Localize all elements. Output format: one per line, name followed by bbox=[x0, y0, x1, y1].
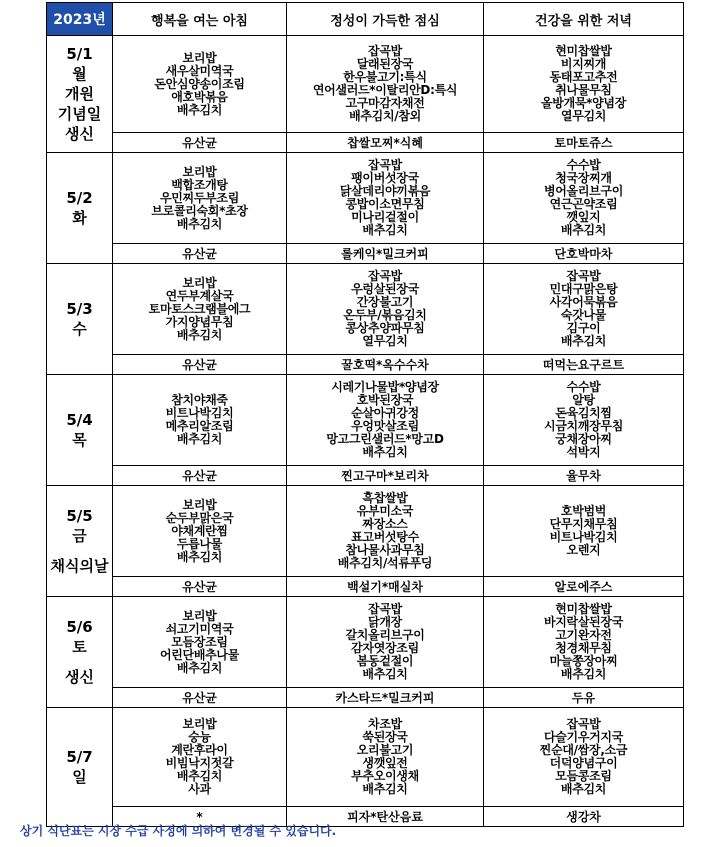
snack-row bbox=[47, 688, 684, 708]
menu-item: 가지양념무침 bbox=[165, 314, 234, 329]
menu-item: 숭늉 bbox=[188, 730, 211, 744]
breakfast-snack: 유산균 bbox=[113, 688, 287, 708]
menu-item: 다슬기우거지국 bbox=[543, 730, 624, 744]
menu-item: 고기완자전 bbox=[555, 628, 612, 642]
menu-item: 사각어묵볶음 bbox=[549, 295, 618, 309]
snack-row bbox=[47, 133, 684, 153]
lunch-snack: 꿀호떡*옥수수차 bbox=[287, 355, 484, 375]
day-label bbox=[47, 36, 113, 153]
menu-item: 비지찌개 bbox=[560, 57, 607, 71]
menu-item: 비빔낙지젓갈 bbox=[165, 756, 234, 770]
day-label bbox=[47, 708, 113, 827]
menu-item: 배추김치 bbox=[560, 334, 607, 348]
menu-item: 현미찹쌀밥 bbox=[555, 602, 612, 616]
day-label-line: 채식의날 bbox=[50, 557, 109, 575]
menu-item: 민대구맑은탕 bbox=[549, 282, 618, 296]
day-label-line: 금 bbox=[72, 527, 87, 545]
menu-item: 보리밥 bbox=[182, 608, 217, 623]
menu-item: 쑥된장국 bbox=[362, 730, 408, 744]
dinner-cell bbox=[484, 708, 684, 807]
menu-item: 석박지 bbox=[566, 445, 601, 459]
day-label-line: 월 bbox=[72, 65, 87, 83]
lunch-snack: 카스타드*밀크커피 bbox=[287, 688, 484, 708]
breakfast-snack: 유산균 bbox=[113, 244, 287, 264]
menu-item: 배추김치 bbox=[560, 782, 607, 796]
menu-item: 토마토스크램블에그 bbox=[148, 301, 251, 316]
day-label-line: 화 bbox=[72, 209, 87, 227]
menu-item: 미나리겉절이 bbox=[351, 210, 419, 224]
menu-item: 생깻잎전 bbox=[362, 756, 408, 770]
menu-item: 오렌지 bbox=[566, 543, 601, 557]
menu-item: 바지락살된장국 bbox=[543, 615, 624, 629]
menu-item: 단무지채무침 bbox=[549, 517, 618, 531]
breakfast-cell bbox=[113, 486, 287, 577]
menu-item: 우렁살된장국 bbox=[351, 282, 419, 296]
menu-item: 비트나박김치 bbox=[165, 406, 234, 420]
day-label bbox=[47, 486, 113, 597]
menu-item: 보리밥 bbox=[182, 164, 217, 179]
day-label-line: 기념일 bbox=[57, 105, 102, 123]
menu-item: 연두부계살국 bbox=[165, 288, 234, 303]
dinner-cell bbox=[484, 153, 684, 244]
day-label-line: 토 bbox=[72, 638, 87, 656]
breakfast-cell bbox=[113, 153, 287, 244]
menu-item: 배추김치 bbox=[176, 102, 223, 117]
menu-item: 배추김치/석류푸딩 bbox=[337, 556, 433, 570]
menu-item: 배추김치 bbox=[176, 432, 223, 446]
table-header-row bbox=[47, 3, 684, 36]
day-menu-row bbox=[47, 36, 684, 133]
menu-item: 백합조개탕 bbox=[171, 177, 228, 192]
menu-item: 시레기나물밥*양념장 bbox=[331, 380, 439, 394]
menu-item: 보리밥 bbox=[182, 50, 217, 65]
day-label-line: 5/4 bbox=[66, 411, 93, 429]
menu-item: 보리밥 bbox=[182, 275, 217, 290]
menu-item: 열무김치 bbox=[560, 109, 607, 123]
lunch-header: 정성이 가득한 점심 bbox=[287, 3, 484, 36]
menu-item: 한우불고기:특식 bbox=[343, 70, 427, 84]
menu-item: 콩상추양파무침 bbox=[345, 321, 425, 335]
lunch-snack: 찐고구마*보리차 bbox=[287, 466, 484, 486]
menu-item: 참나물사과무침 bbox=[345, 543, 425, 557]
dinner-snack: 생강차 bbox=[484, 807, 684, 827]
menu-item: 짜장소스 bbox=[362, 517, 408, 531]
menu-item: 병어올리브구이 bbox=[543, 184, 624, 198]
menu-item: 우민찌두부조림 bbox=[159, 190, 240, 205]
menu-item: 새우살미역국 bbox=[165, 63, 234, 78]
menu-item: 비트나박김치 bbox=[549, 530, 618, 544]
lunch-cell bbox=[287, 486, 484, 577]
weekly-meal-table bbox=[46, 2, 684, 827]
menu-item: 동태포고추전 bbox=[549, 70, 618, 84]
menu-item: 호박된장국 bbox=[356, 393, 414, 407]
day-menu-row bbox=[47, 486, 684, 577]
day-label-line: 수 bbox=[72, 320, 87, 338]
menu-item: 배추김치 bbox=[362, 782, 408, 796]
day-label-line: 목 bbox=[72, 431, 87, 449]
day-menu-row bbox=[47, 597, 684, 688]
day-label-line: 5/6 bbox=[66, 618, 93, 636]
dinner-cell bbox=[484, 375, 684, 466]
dinner-snack: 단호박마차 bbox=[484, 244, 684, 264]
menu-item: 호박범벅 bbox=[560, 504, 607, 518]
menu-item: 애호박볶음 bbox=[171, 89, 228, 104]
menu-item: 유부미소국 bbox=[356, 504, 414, 518]
menu-body bbox=[47, 36, 684, 827]
menu-item: 보리밥 bbox=[182, 717, 217, 731]
dinner-snack: 알로에주스 bbox=[484, 577, 684, 597]
menu-item: 우엉맛살조림 bbox=[351, 419, 419, 433]
menu-item: 잡곡밥 bbox=[368, 44, 402, 58]
menu-item: 배추김치 bbox=[560, 667, 607, 681]
dinner-cell bbox=[484, 486, 684, 577]
menu-item: 숙갓나물 bbox=[560, 308, 607, 322]
day-menu-row bbox=[47, 153, 684, 244]
day-menu-row bbox=[47, 708, 684, 807]
day-label-line: 5/3 bbox=[66, 300, 93, 318]
day-label-line: 5/5 bbox=[66, 507, 93, 525]
menu-item: 간장불고기 bbox=[356, 295, 414, 309]
day-label bbox=[47, 153, 113, 264]
breakfast-snack: 유산균 bbox=[113, 133, 287, 153]
menu-item: 배추김치 bbox=[176, 549, 223, 564]
dinner-snack: 율무차 bbox=[484, 466, 684, 486]
menu-item: 배추김치 bbox=[362, 223, 408, 237]
menu-item: 닭살데리야끼볶음 bbox=[339, 184, 431, 198]
lunch-cell bbox=[287, 708, 484, 807]
day-label-line: 5/2 bbox=[66, 189, 93, 207]
menu-item: 마늘쫑장아찌 bbox=[549, 654, 618, 668]
menu-item: 감자엿장조림 bbox=[351, 641, 419, 655]
breakfast-snack: * bbox=[113, 807, 287, 827]
menu-item: 배추김치 bbox=[362, 445, 408, 459]
lunch-cell bbox=[287, 264, 484, 355]
menu-item: 브로콜리숙회*초장 bbox=[151, 203, 248, 218]
day-label-line: 생신 bbox=[65, 668, 94, 686]
dinner-header: 건강을 위한 저녁 bbox=[484, 3, 684, 36]
menu-item: 고구마감자채전 bbox=[345, 96, 425, 110]
menu-item: 배추김치 bbox=[560, 223, 607, 237]
menu-item: 순살아귀강정 bbox=[351, 406, 419, 420]
menu-item: 더덕양념구이 bbox=[549, 756, 618, 770]
day-label-line: 일 bbox=[72, 768, 87, 786]
menu-item: 연근곤약조림 bbox=[549, 197, 618, 211]
lunch-cell bbox=[287, 36, 484, 133]
menu-item: 사과 bbox=[188, 782, 211, 796]
menu-item: 닭개장 bbox=[368, 615, 402, 629]
menu-item: 잡곡밥 bbox=[368, 602, 402, 616]
menu-item: 참치야채죽 bbox=[171, 393, 228, 407]
menu-item: 잡곡밥 bbox=[368, 158, 402, 172]
menu-item: 올방개묵*양념장 bbox=[540, 96, 627, 110]
menu-item: 잡곡밥 bbox=[566, 717, 601, 731]
breakfast-snack: 유산균 bbox=[113, 577, 287, 597]
menu-item: 깻잎지 bbox=[566, 210, 601, 224]
breakfast-snack: 유산균 bbox=[113, 466, 287, 486]
snack-row bbox=[47, 244, 684, 264]
day-menu-row bbox=[47, 264, 684, 355]
snack-row bbox=[47, 355, 684, 375]
menu-item: 팽이버섯장국 bbox=[351, 171, 419, 185]
breakfast-header: 행복을 여는 아침 bbox=[113, 3, 287, 36]
menu-item: 돈육김치찜 bbox=[555, 406, 612, 420]
day-label-line: 5/1 bbox=[66, 45, 93, 63]
lunch-cell bbox=[287, 153, 484, 244]
breakfast-cell bbox=[113, 375, 287, 466]
menu-item: 콩밥이소면무침 bbox=[345, 197, 425, 211]
menu-item: 연어샐러드*이탈리안D:특식 bbox=[312, 83, 458, 97]
lunch-snack: 찹쌀모찌*식혜 bbox=[287, 133, 484, 153]
snack-row bbox=[47, 466, 684, 486]
day-label bbox=[47, 597, 113, 708]
menu-item: 수수밥 bbox=[566, 158, 601, 172]
day-menu-row bbox=[47, 375, 684, 466]
menu-item: 궁채장아찌 bbox=[555, 432, 612, 446]
menu-item: 계란후라이 bbox=[171, 743, 228, 757]
snack-row bbox=[47, 577, 684, 597]
menu-item: 배추김치/참외 bbox=[349, 109, 421, 123]
day-label-spacer bbox=[47, 657, 112, 667]
menu-item: 쇠고기미역국 bbox=[165, 621, 234, 636]
menu-item: 보리밥 bbox=[182, 497, 217, 512]
dinner-snack: 두유 bbox=[484, 688, 684, 708]
menu-item: 순두부맑은국 bbox=[165, 510, 234, 525]
menu-item: 배추김치 bbox=[176, 216, 223, 231]
dinner-cell bbox=[484, 597, 684, 688]
menu-item: 청국장찌개 bbox=[555, 171, 612, 185]
menu-item: 온두부/볶음김치 bbox=[343, 308, 427, 322]
lunch-snack: 백설기*매실차 bbox=[287, 577, 484, 597]
menu-item: 달래된장국 bbox=[356, 57, 414, 71]
menu-item: 표고버섯탕수 bbox=[351, 530, 419, 544]
menu-item: 배추김치 bbox=[362, 667, 408, 681]
breakfast-cell bbox=[113, 264, 287, 355]
menu-item: 봄동겉절이 bbox=[356, 654, 414, 668]
menu-item: 돈안심양송이조림 bbox=[154, 76, 245, 91]
menu-item: 모듬콩조림 bbox=[555, 769, 612, 783]
menu-item: 갈치올리브구이 bbox=[345, 628, 425, 642]
menu-item: 차조밥 bbox=[368, 717, 402, 731]
dinner-snack: 토마토쥬스 bbox=[484, 133, 684, 153]
menu-item: 취나물무침 bbox=[555, 83, 612, 97]
menu-item: 두릅나물 bbox=[176, 536, 223, 551]
year-header: 2023년 bbox=[47, 3, 113, 36]
menu-item: 모듬장조림 bbox=[171, 634, 228, 649]
menu-item: 잡곡밥 bbox=[368, 269, 402, 283]
breakfast-cell bbox=[113, 708, 287, 807]
day-label bbox=[47, 375, 113, 486]
menu-item: 청경채무침 bbox=[555, 641, 612, 655]
footer-note: 상기 식단표는 시장 수급 사정에 의하여 변경될 수 있습니다. bbox=[20, 824, 337, 838]
menu-item: 어린단배추나물 bbox=[159, 647, 240, 662]
menu-item: 야채계란찜 bbox=[171, 523, 228, 538]
menu-item: 현미찹쌀밥 bbox=[555, 44, 612, 58]
dinner-cell bbox=[484, 264, 684, 355]
dinner-cell bbox=[484, 36, 684, 133]
menu-item: 배추김치 bbox=[176, 327, 223, 342]
day-label-line: 생신 bbox=[65, 125, 94, 143]
day-label bbox=[47, 264, 113, 375]
menu-item: 배추김치 bbox=[176, 769, 223, 783]
menu-item: 메추리알조림 bbox=[165, 419, 234, 433]
lunch-snack: 롤케익*밀크커피 bbox=[287, 244, 484, 264]
day-label-line: 5/7 bbox=[66, 748, 93, 766]
lunch-cell bbox=[287, 597, 484, 688]
day-label-spacer bbox=[47, 546, 112, 556]
menu-item: 부추오이생채 bbox=[351, 769, 419, 783]
day-label-line: 개원 bbox=[65, 85, 94, 103]
menu-item: 배추김치 bbox=[176, 660, 223, 675]
menu-item: 시금치깨장무침 bbox=[543, 419, 624, 433]
menu-item: 잡곡밥 bbox=[566, 269, 601, 283]
breakfast-snack: 유산균 bbox=[113, 355, 287, 375]
menu-item: 알탕 bbox=[572, 393, 595, 407]
breakfast-cell bbox=[113, 597, 287, 688]
dinner-snack: 떠먹는요구르트 bbox=[484, 355, 684, 375]
breakfast-cell bbox=[113, 36, 287, 133]
lunch-snack: 피자*탄산음료 bbox=[287, 807, 484, 827]
menu-item: 열무김치 bbox=[362, 334, 408, 348]
menu-item: 김구이 bbox=[566, 321, 601, 335]
menu-item: 오리불고기 bbox=[356, 743, 414, 757]
lunch-cell bbox=[287, 375, 484, 466]
menu-item: 찐순대/쌈장,소금 bbox=[539, 743, 628, 757]
menu-item: 수수밥 bbox=[566, 380, 601, 394]
menu-item: 흑찹쌀밥 bbox=[362, 491, 408, 505]
menu-item: 망고그린샐러드*망고D bbox=[326, 432, 444, 446]
